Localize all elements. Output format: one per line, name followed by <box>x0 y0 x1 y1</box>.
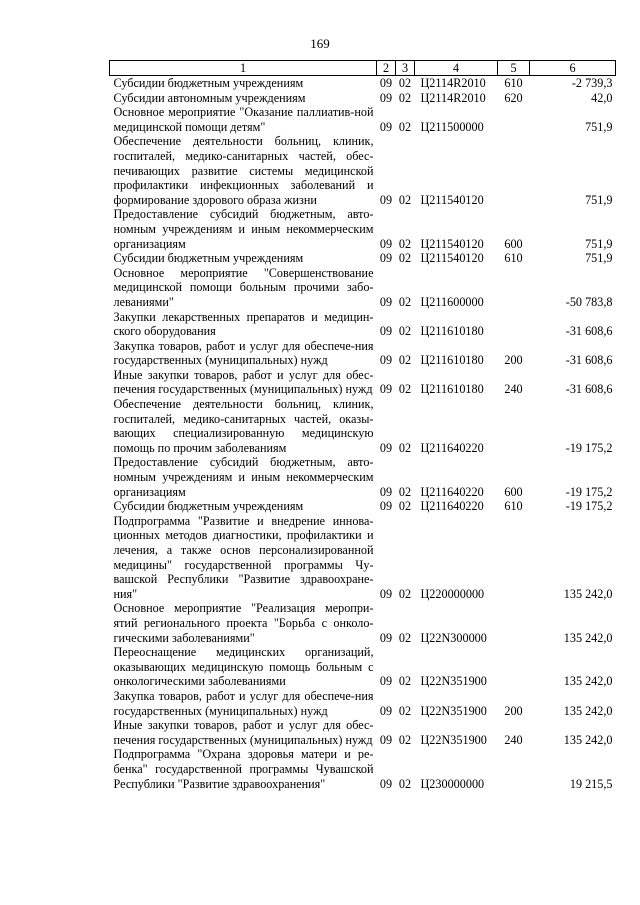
row-subsection: 02 <box>398 440 412 455</box>
row-amount: -31 608,6 <box>565 353 613 368</box>
row-expense-type: 200 <box>504 703 523 718</box>
row-subsection: 02 <box>398 119 412 134</box>
row-target-code: Ц2114R2010 <box>420 90 486 105</box>
table-row <box>110 601 616 645</box>
row-subsection: 02 <box>398 499 412 514</box>
row-section: 09 <box>379 484 393 499</box>
row-name: Подпрограмма "Охрана здоровья матери и ре-бенка" государственной программы Чувашской Республики "Развитие здравоохранения" <box>113 747 374 791</box>
row-section: 09 <box>379 236 393 251</box>
row-subsection: 02 <box>398 382 412 397</box>
row-amount: -19 175,2 <box>565 484 613 499</box>
row-name: Иные закупки товаров, работ и услуг для обес-печения государственных (муниципальных) нужд <box>113 367 374 397</box>
row-name: Основное мероприятие "Совершенствование медицинской помощи больным прочими забо-леваниями" <box>113 265 374 309</box>
row-target-code: Ц211540120 <box>420 251 484 266</box>
row-amount: 135 242,0 <box>563 630 613 645</box>
row-subsection: 02 <box>398 630 412 645</box>
row-target-code: Ц211600000 <box>420 294 484 309</box>
table-row <box>110 339 616 368</box>
row-expense-type <box>498 134 530 207</box>
row-amount: 135 242,0 <box>563 586 613 601</box>
row-expense-type: 610 <box>504 499 523 514</box>
row-expense-type: 620 <box>504 90 523 105</box>
row-target-code: Ц211640220 <box>420 499 484 514</box>
row-expense-type: 240 <box>504 382 523 397</box>
row-section: 09 <box>379 294 393 309</box>
table-header-row <box>110 61 616 76</box>
table-row <box>110 689 616 718</box>
table-row <box>110 134 616 207</box>
row-section: 09 <box>379 90 393 105</box>
row-section: 09 <box>379 674 393 689</box>
row-section: 09 <box>379 586 393 601</box>
row-expense-type <box>498 105 530 134</box>
row-subsection: 02 <box>398 294 412 309</box>
row-section: 09 <box>379 703 393 718</box>
row-subsection: 02 <box>398 324 412 339</box>
table-row <box>110 455 616 499</box>
row-name: Подпрограмма "Развитие и внедрение иннова-ционных методов диагностики, профилактики и лечения, а также основ персонализированной медицины" государственной программы Чу-вашской Республики "Развитие здравоохране-ния" <box>113 513 374 601</box>
page-number: 169 <box>310 36 330 51</box>
header-col-5: 5 <box>498 61 530 76</box>
row-target-code: Ц211610180 <box>420 353 484 368</box>
row-subsection: 02 <box>398 732 412 747</box>
row-section: 09 <box>379 499 393 514</box>
header-col-6: 6 <box>530 61 616 76</box>
row-name: Обеспечение деятельности больниц, клиник, госпиталей, медико-санитарных частей, обес-печивающих развитие системы медицинской профилактики инфекционных заболеваний и формирование здорового образа жизни <box>113 134 374 207</box>
row-amount: 751,9 <box>585 251 613 266</box>
row-name: Закупка товаров, работ и услуг для обеспече-ния государственных (муниципальных) нужд <box>113 338 374 368</box>
row-subsection: 02 <box>398 251 412 266</box>
row-section: 09 <box>379 382 393 397</box>
row-target-code: Ц211640220 <box>420 484 484 499</box>
row-expense-type <box>498 266 530 310</box>
row-name: Закупка товаров, работ и услуг для обеспече-ния государственных (муниципальных) нужд <box>113 688 374 718</box>
row-amount: -31 608,6 <box>565 382 613 397</box>
row-section: 09 <box>379 776 393 791</box>
row-section: 09 <box>379 251 393 266</box>
row-subsection: 02 <box>398 586 412 601</box>
row-amount: -19 175,2 <box>565 440 613 455</box>
row-section: 09 <box>379 630 393 645</box>
table-row <box>110 397 616 455</box>
row-expense-type: 610 <box>504 76 523 90</box>
row-subsection: 02 <box>398 674 412 689</box>
row-name: Переоснащение медицинских организаций, оказывающих медицинскую помощь больным с онкологическими заболеваниями <box>113 645 374 689</box>
row-expense-type <box>498 397 530 455</box>
row-target-code: Ц211540120 <box>420 236 484 251</box>
table-body <box>110 76 616 792</box>
table-row <box>110 514 616 602</box>
table-row <box>110 251 616 266</box>
row-section: 09 <box>379 732 393 747</box>
row-subsection: 02 <box>398 76 412 90</box>
row-target-code: Ц211540120 <box>420 192 484 207</box>
row-name: Предоставление субсидий бюджетным, авто-номным учреждениям и иным некоммерческим организациям <box>113 455 374 499</box>
row-target-code: Ц211610180 <box>420 324 484 339</box>
row-expense-type: 600 <box>504 484 523 499</box>
row-target-code: Ц211640220 <box>420 440 484 455</box>
row-target-code: Ц211610180 <box>420 382 484 397</box>
row-name: Предоставление субсидий бюджетным, авто-номным учреждениям и иным некоммерческим организациям <box>113 207 374 251</box>
header-col-4: 4 <box>415 61 498 76</box>
row-subsection: 02 <box>398 703 412 718</box>
row-target-code: Ц211500000 <box>420 119 484 134</box>
table-row <box>110 91 616 106</box>
row-amount: 19 215,5 <box>569 776 613 791</box>
row-subsection: 02 <box>398 776 412 791</box>
row-amount: -31 608,6 <box>565 324 613 339</box>
row-name: Основное мероприятие "Оказание паллиатив-ной медицинской помощи детям" <box>113 105 374 134</box>
row-section: 09 <box>379 324 393 339</box>
header-col-2: 2 <box>377 61 396 76</box>
row-amount: 42,0 <box>591 90 613 105</box>
row-expense-type <box>498 310 530 339</box>
row-amount: 751,9 <box>585 236 613 251</box>
row-subsection: 02 <box>398 484 412 499</box>
row-target-code: Ц220000000 <box>420 586 485 601</box>
row-name: Субсидии бюджетным учреждениям <box>113 499 304 514</box>
table-row <box>110 747 616 791</box>
row-target-code: Ц22N351900 <box>420 732 487 747</box>
row-target-code: Ц230000000 <box>420 776 485 791</box>
table-row <box>110 310 616 339</box>
row-expense-type: 240 <box>504 732 523 747</box>
row-name: Субсидии бюджетным учреждениям <box>113 251 304 266</box>
table-row <box>110 499 616 514</box>
row-subsection: 02 <box>398 353 412 368</box>
row-expense-type: 200 <box>504 353 523 368</box>
table-row <box>110 105 616 134</box>
row-subsection: 02 <box>398 192 412 207</box>
row-section: 09 <box>379 119 393 134</box>
row-name: Субсидии автономным учреждениям <box>113 90 306 105</box>
table-row <box>110 76 616 91</box>
row-name: Иные закупки товаров, работ и услуг для обес-печения государственных (муниципальных) нужд <box>113 718 374 747</box>
row-target-code: Ц2114R2010 <box>420 76 486 90</box>
row-section: 09 <box>379 353 393 368</box>
header-col-1: 1 <box>110 61 377 76</box>
row-expense-type: 600 <box>504 236 523 251</box>
row-name: Субсидии бюджетным учреждениям <box>113 76 304 90</box>
row-amount: 751,9 <box>585 192 613 207</box>
row-amount: 751,9 <box>585 119 613 134</box>
header-col-3: 3 <box>396 61 415 76</box>
table-row <box>110 207 616 251</box>
row-target-code: Ц22N351900 <box>420 674 487 689</box>
row-amount: -50 783,8 <box>565 294 613 309</box>
row-section: 09 <box>379 192 393 207</box>
budget-table <box>109 60 616 791</box>
row-expense-type <box>498 514 530 602</box>
row-amount: -19 175,2 <box>565 499 613 514</box>
table-row <box>110 266 616 310</box>
row-expense-type <box>498 645 530 689</box>
row-target-code: Ц22N300000 <box>420 630 487 645</box>
row-name: Закупки лекарственных препаратов и медицин-ского оборудования <box>113 309 374 339</box>
row-expense-type: 610 <box>504 251 523 266</box>
row-name: Обеспечение деятельности больниц, клиник, госпиталей, медико-санитарных частей, оказы-вающих специализированную медицинскую помощь по прочим заболеваниям <box>113 397 374 455</box>
row-section: 09 <box>379 440 393 455</box>
row-amount: 135 242,0 <box>563 703 613 718</box>
row-amount: 135 242,0 <box>563 674 613 689</box>
row-amount: 135 242,0 <box>563 732 613 747</box>
row-name: Основное мероприятие "Реализация меропри-ятий регионального проекта "Борьба с онколо-гическими заболеваниями" <box>113 601 374 645</box>
table-row <box>110 718 616 747</box>
row-expense-type <box>498 601 530 645</box>
table-row <box>110 645 616 689</box>
row-amount: -2 739,3 <box>571 76 613 90</box>
row-target-code: Ц22N351900 <box>420 703 487 718</box>
row-section: 09 <box>379 76 393 90</box>
row-expense-type <box>498 747 530 791</box>
row-subsection: 02 <box>398 90 412 105</box>
table-row <box>110 368 616 397</box>
row-subsection: 02 <box>398 236 412 251</box>
